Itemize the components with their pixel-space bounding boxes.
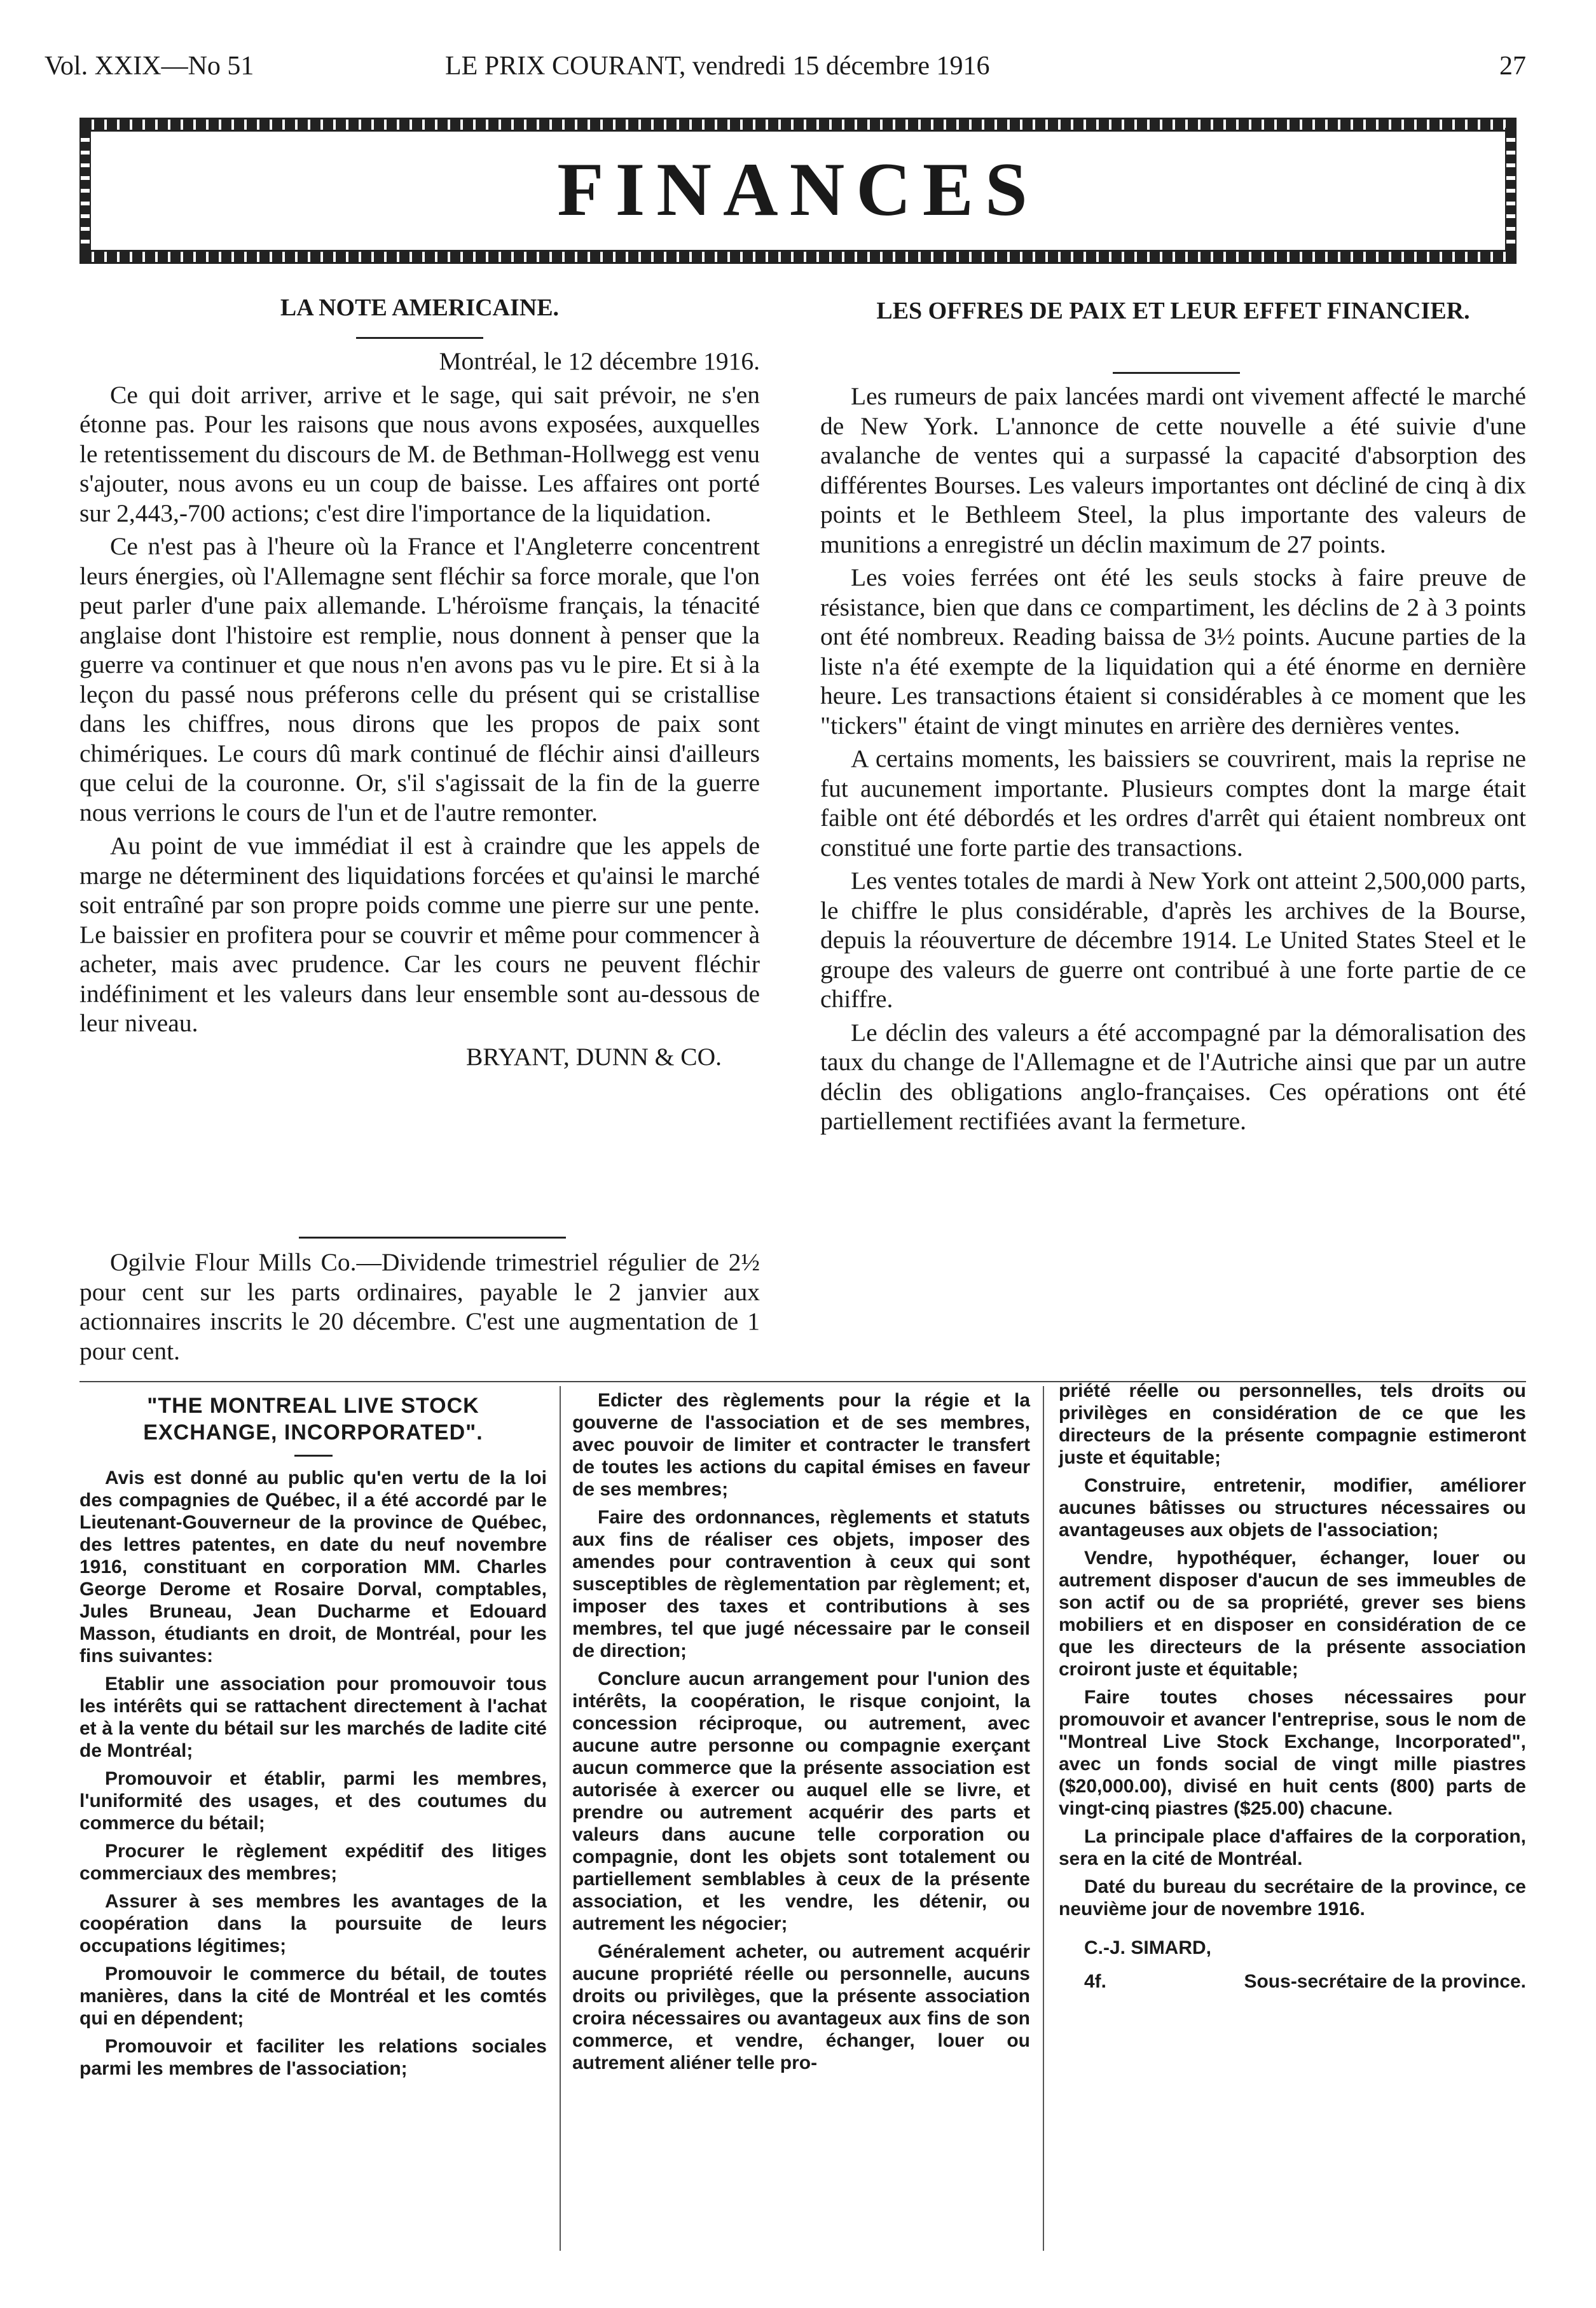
banner-border-bottom xyxy=(79,250,1517,264)
paragraph: Promouvoir et faciliter les relations sociales parmi les membres de l'association; xyxy=(79,2036,547,2079)
article-title-right: LES OFFRES DE PAIX ET LEUR EFFET FINANCIER. xyxy=(876,298,1470,324)
paragraph: Promouvoir et établir, parmi les membres, l'uniformité des usages, et des coutumes du commerce du bétail; xyxy=(79,1768,547,1834)
paragraph: Les ventes totales de mardi à New York ont atteint 2,500,000 parts, le chiffre le plus considérable, d'après les archives de la Bourse, depuis la réouverture de décembre 1914. Le United States Steel et le groupe des valeurs de guerre ont contribué à une forte partie de ce chiffre. xyxy=(820,867,1526,1013)
paragraph: Ce qui doit arriver, arrive et le sage, qui sait prévoir, ne s'en étonne pas. Pour les raisons que nous avons exposées, auxquelles le retentissement du discours de M. de Bethman-Hollwegg est venu s'ajouter, nous avons eu un coup de baisse. Les affaires ont porté sur 2,443,-700 actions; c'est dire l'importance de la liquidation. xyxy=(79,380,760,527)
paragraph: Ce n'est pas à l'heure où la France et l'Angleterre concentrent leurs énergies, où l'Allemagne sent fléchir sa force morale, que l'on peut parler d'une paix allemande. L'héroïsme français, la ténacité anglaise dont l'histoire est remplie, nous donnent à penser que la guerre va continuer et que nous n'en avons pas vu le pire. Et si à la leçon du passé nous préferons celle du présent qui se cristallise dans les chiffres, nous dirons que les propos de paix sont chimériques. Le cours dû mark continué de fléchir ainsi d'ailleurs que celui de la couronne. Or, s'il s'agissait de la fin de la guerre nous verrions le cours de l'un et de l'autre remonter. xyxy=(79,532,760,827)
notice-column-1 xyxy=(79,1392,547,2085)
paragraph: Faire des ordonnances, règlements et statuts aux fins de réaliser ces objets, imposer des amendes pour contravention à ceux qui sont susceptibles de règlementation par règlement; et, imposer des taxes et contributions à ses membres, tel que jugé nécessaire par le conseil de direction; xyxy=(572,1507,1030,1661)
paragraph: Faire toutes choses nécessaires pour promouvoir et avancer l'entreprise, sous le nom de "Montreal Live Stock Exchange, Incorporated", avec un fonds social de vingt mille piastres ($20,000.00), divisé en huit cents (800) parts de vingt-cinq piastres ($25.00) chacune. xyxy=(1059,1687,1526,1819)
paragraph: La principale place d'affaires de la corporation, sera en la cité de Montréal. xyxy=(1059,1826,1526,1869)
section-rule xyxy=(299,1237,566,1239)
paragraph: Vendre, hypothéquer, échanger, louer ou autrement disposer d'aucun de ses immeubles de son actif ou de sa propriété, grever ses biens mobiliers et en disposer en considération de ce que les directeurs de la présente association croiront juste et équitable; xyxy=(1059,1548,1526,1680)
paragraph: Etablir une association pour promouvoir tous les intérêts qui se rattachent directement à l'achat et à la vente du bétail sur les marchés de ladite cité de Montréal; xyxy=(79,1673,547,1761)
article-dateline: Montréal, le 12 décembre 1916. xyxy=(439,347,760,375)
article-title-left: LA NOTE AMERICAINE. xyxy=(280,294,560,321)
title-rule xyxy=(294,1455,333,1457)
notice-body-1 xyxy=(79,1467,547,2080)
article-body-left xyxy=(79,347,760,1075)
paragraph: Les rumeurs de paix lancées mardi ont vivement affecté le marché de New York. L'annonce de cette nouvelle a été suivie d'une avalanche de ventes qui a surpassé la capacité d'absorption des différentes Bourses. Les valeurs importantes ont décliné de cinq à dix points et le Bethleem Steel, la plus importante des valeurs de munitions a enregistré un déclin maximum de 27 points. xyxy=(820,382,1526,558)
title-rule xyxy=(1113,372,1240,374)
banner-border-top xyxy=(79,118,1517,132)
column-divider xyxy=(1043,1386,1044,2251)
page-number: 27 xyxy=(1499,52,1526,81)
paragraph: Assurer à ses membres les avantages de la coopération dans la poursuite de leurs occupations légitimes; xyxy=(79,1891,547,1956)
publication-dateline: LE PRIX COURANT, vendredi 15 décembre 1916 xyxy=(445,52,990,81)
article-signature: BRYANT, DUNN & CO. xyxy=(466,1042,722,1071)
notice-signer: C.-J. SIMARD, xyxy=(1084,1937,1212,1958)
dividend-note xyxy=(79,1247,760,1370)
paragraph: Promouvoir le commerce du bétail, de toutes manières, dans la cité de Montréal et les comtés qui en dépendent; xyxy=(79,1963,547,2029)
notice-footer xyxy=(1059,1970,1526,1996)
paragraph: Edicter des règlements pour la régie et la gouverne de l'association et de ses membres, avec pouvoir de limiter et contracter le transfert de toutes les actions du capital émises en faveur de ses membres; xyxy=(572,1390,1030,1500)
paragraph: Le déclin des valeurs a été accompagné par la démoralisation des taux du change de l'Allemagne et de l'Autriche ainsi que par un autre déclin des obligations anglo-françaises. Ces opérations ont été partiellement rectifiées avant la fermeture. xyxy=(820,1018,1526,1135)
paragraph: Ogilvie Flour Mills Co.—Dividende trimestriel régulier de 2½ pour cent sur les parts ordinaires, payable le 2 janvier aux actionnaires inscrits le 20 décembre. C'est une augmentation de 1 pour cent. xyxy=(79,1248,760,1365)
paragraph: priété réelle ou personnelles, tels droits ou privilèges en considération de ce que les directeurs de la présente compagnie estimeront juste et équitable; xyxy=(1059,1380,1526,1468)
paragraph: Généralement acheter, ou autrement acquérir aucune propriété réelle ou personnelle, aucuns droits ou privilèges, que la présente association croira nécessaires ou avantageux aux fins de son commerce, et vendre, échanger, louer ou autrement aliéner telle pro- xyxy=(572,1941,1030,2073)
article-body-right xyxy=(820,381,1526,1140)
notice-title: "THE MONTREAL LIVE STOCK EXCHANGE, INCORPORATED". xyxy=(143,1394,483,1445)
notice-column-2 xyxy=(572,1389,1030,2080)
running-head xyxy=(45,51,1526,89)
paragraph: Les voies ferrées ont été les seuls stocks à faire preuve de résistance, bien que dans ce compartiment, les déclins de 2 à 3 points ont été nombreux. Reading baissa de 3½ points. Aucune parties de la liste n'a été exempte de la liquidation qui a été énorme en dernière heure. Les transactions étaient si considérables à ce moment que les "tickers" étaint de vingt minutes en arrière des dernières ventes. xyxy=(820,563,1526,739)
section-banner xyxy=(79,118,1517,264)
column-divider xyxy=(560,1386,561,2251)
paragraph: Procurer le règlement expéditif des litiges commerciaux des membres; xyxy=(79,1841,547,1884)
paragraph: Conclure aucun arrangement pour l'union des intérêts, la coopération, le risque conjoint, la concession réciproque, ou autrement, avec aucune autre personne ou compagnie exerçant aucun commerce que la présente association est autorisée à exercer ou auquel elle se livre, et prendre ou autrement acquérir des parts et valeurs dans aucune telle corporation ou compagnie, dont les objets sont totalement ou partiellement semblables à ceux de la présente association, et les vendre, les détenir, ou autrement les négocier; xyxy=(572,1668,1030,1934)
paragraph: Au point de vue immédiat il est à craindre que les appels de marge ne déterminent des liquidations forcées et qu'ainsi le marché soit entraîné par son propre poids comme une pierre sur une pente. Le baissier en profitera pour se couvrir et même pour commencer à acheter, mais avec prudence. Car les cours ne peuvent fléchir indéfiniment et les valeurs dans leur ensemble sont au-dessous de leur niveau. xyxy=(79,832,760,1037)
paragraph: A certains moments, les baissiers se couvrirent, mais la reprise ne fut aucunement importante. Plusieurs comptes dont la marge était faible ont été débordés et les ordres d'arrêt qui étaient nombreux ont constitué une forte partie des transactions. xyxy=(820,745,1526,862)
notice-column-3 xyxy=(1059,1380,1526,1996)
title-rule xyxy=(356,337,483,339)
section-title: FINANCES xyxy=(557,147,1039,231)
notice-footer-title: Sous-secrétaire de la province. xyxy=(1244,1971,1526,1992)
notice-footer-code: 4f. xyxy=(1084,1971,1107,1992)
paragraph: Construire, entretenir, modifier, améliorer aucunes bâtisses ou structures nécessaires ou avantageuses aux objets de l'association; xyxy=(1059,1475,1526,1541)
volume-number: Vol. XXIX—No 51 xyxy=(45,52,254,81)
paragraph: Avis est donné au public qu'en vertu de la loi des compagnies de Québec, il a été accordé par le Lieutenant-Gouverneur de la province de Québec, des lettres patentes, en date du neuf novembre 1916, constituant en corporation MM. Charles George Derome et Rosaire Dorval, comptables, Jules Bruneau, Jean Ducharme et Edouard Masson, étudiants en droit, de Montréal, pour les fins suivantes: xyxy=(79,1467,547,1666)
paragraph: Daté du bureau du secrétaire de la province, ce neuvième jour de novembre 1916. xyxy=(1059,1876,1526,1920)
